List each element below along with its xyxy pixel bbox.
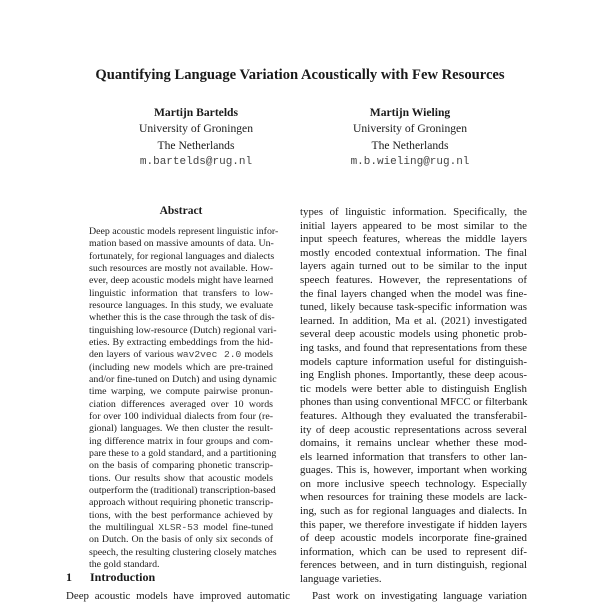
model-name: wav2vec 2.0 <box>177 349 242 361</box>
text-line: gional) languages. We then cluster the result- <box>89 423 273 435</box>
section-title: Introduction <box>90 570 156 584</box>
author-email: m.b.wieling@rug.nl <box>350 156 470 169</box>
text-line: ing tasks, and found that representations from these <box>300 341 527 354</box>
text-line: when resources for training these models are lack- <box>300 491 527 504</box>
text-line: Deep acoustic models represent linguistic infor- <box>89 226 279 237</box>
text-line: types of linguistic information. Specifically, the <box>300 206 527 218</box>
text-line: and/or fine-tuned on Dutch) and using dynamic <box>89 373 277 385</box>
abstract-body <box>89 226 279 571</box>
text-line: (including new models which are pre-trained <box>89 361 273 373</box>
text-line: tions. Our results show that acoustic models <box>89 472 273 484</box>
abstract-heading: Abstract <box>159 205 203 217</box>
text-line: time warping, we compute pairwise pronun- <box>89 386 273 398</box>
text-line: of deep acoustic models incorporate fine-grained <box>300 532 527 545</box>
model-name: XLSR-53 <box>158 521 199 533</box>
text-line: mation based on massive amounts of data. Un- <box>89 238 274 250</box>
text-line: several deep acoustic models using phonetic prob- <box>300 328 527 341</box>
text-line: models capture information useful for distinguish- <box>300 355 527 368</box>
text-line: this paper, we therefore investigate if hidden layers <box>300 518 527 531</box>
text-line: layers again turned out to be similar to the input <box>300 260 527 273</box>
text-line: ing, such as for regional languages and dialects. In <box>300 505 527 518</box>
section-number: 1 <box>66 570 72 584</box>
author-1 <box>86 105 306 171</box>
text-line: learned. In addition, Ma et al. (2021) investigated <box>300 314 527 327</box>
text-line: speech features. However, the representations of <box>300 273 527 286</box>
text-line: on more inclusive speech technology. Especially <box>300 477 527 490</box>
section-heading-introduction <box>66 570 155 585</box>
text-line: approach without requiring phonetic transcrip- <box>89 497 274 509</box>
text-line: speech, the resulting clustering closely matches <box>89 546 277 558</box>
text-line: such resources are mostly not available. How- <box>89 262 273 274</box>
author-name: Martijn Bartelds <box>153 106 239 119</box>
text-line: den layers of various wav2vec 2.0 models <box>89 349 273 361</box>
text-line: for over 100 individual dialects from four (re- <box>89 410 273 422</box>
text-line: tions, with the best performance achieved by <box>89 509 273 521</box>
text-line: phones than using conventional MFCC or filterbank <box>300 396 528 409</box>
author-affiliation: University of Groningen <box>353 122 467 136</box>
text-line: ciation differences averaged over 10 words <box>89 398 273 410</box>
text-line: tic models were better able to distinguish English <box>300 382 527 395</box>
text-line: resource languages. In this study, we evaluate <box>89 299 273 311</box>
author-country: The Netherlands <box>157 138 235 152</box>
author-country: The Netherlands <box>371 138 449 152</box>
author-email: m.bartelds@rug.nl <box>139 156 253 169</box>
text-line: linguistic information that transfers to low- <box>89 287 273 299</box>
text-line: whether this is the case through the task of dis- <box>89 312 275 324</box>
text-line: the gold standard. <box>89 558 160 570</box>
text-line: ity of deep acoustic representations across several <box>300 423 527 436</box>
text-line: information, which can be used to represent dif- <box>300 545 527 558</box>
text-line: ever, deep acoustic models might have learned <box>89 275 274 287</box>
text-line: on the basis of comparing phonetic transcrip- <box>89 460 273 472</box>
right-column-next-paragraph: Past work on investigating language variation <box>312 590 527 602</box>
text-line: eties. By extracting embeddings from the hid- <box>89 336 273 348</box>
text-line: outperform the (traditional) transcription-based <box>89 484 276 496</box>
text-line: mostly encoded contextual information. The final <box>300 246 527 259</box>
text-line: tinguishing low-resource (Dutch) regional vari- <box>89 324 277 336</box>
text-line: on Dutch. On the basis of only six seconds of <box>89 534 273 546</box>
intro-first-line: Deep acoustic models have improved automatic <box>66 590 290 602</box>
text-line: the final layers changed when the model was fine- <box>300 287 527 300</box>
text-line: pare these to a gold standard, and a partitioning <box>89 447 277 459</box>
author-name: Martijn Wieling <box>369 106 451 119</box>
text-line: initial layers appeared to be most similar to the <box>300 219 527 232</box>
author-affiliation: University of Groningen <box>139 122 253 136</box>
text-line: domains, it remains unclear whether these mod- <box>300 437 527 450</box>
text-line: ing English phones. Importantly, these deep acous- <box>300 369 527 382</box>
text-line: ferences between, and in turn distinguish, regional <box>300 559 527 572</box>
text-line: ing difference matrix in four groups and com- <box>89 435 273 447</box>
right-column-body <box>300 206 527 587</box>
author-2 <box>300 105 520 171</box>
text-line: els learned information that transfers to other lan- <box>300 450 527 463</box>
text-line: fortunately, for regional languages and dialects <box>89 250 275 262</box>
text-line: tuned, likely because task-specific information was <box>300 301 527 314</box>
paper-title: Quantifying Language Variation Acoustically with Few Resources <box>95 67 505 83</box>
text-line: input speech features, whereas the middle layers <box>300 233 527 246</box>
text-line: features. Although they evaluated the transferabil- <box>300 409 527 422</box>
text-line: language varieties. <box>300 573 382 586</box>
text-line: the multilingual XLSR-53 model fine-tuned <box>89 521 274 533</box>
text-line: guages. This is, however, important when working <box>300 464 527 477</box>
